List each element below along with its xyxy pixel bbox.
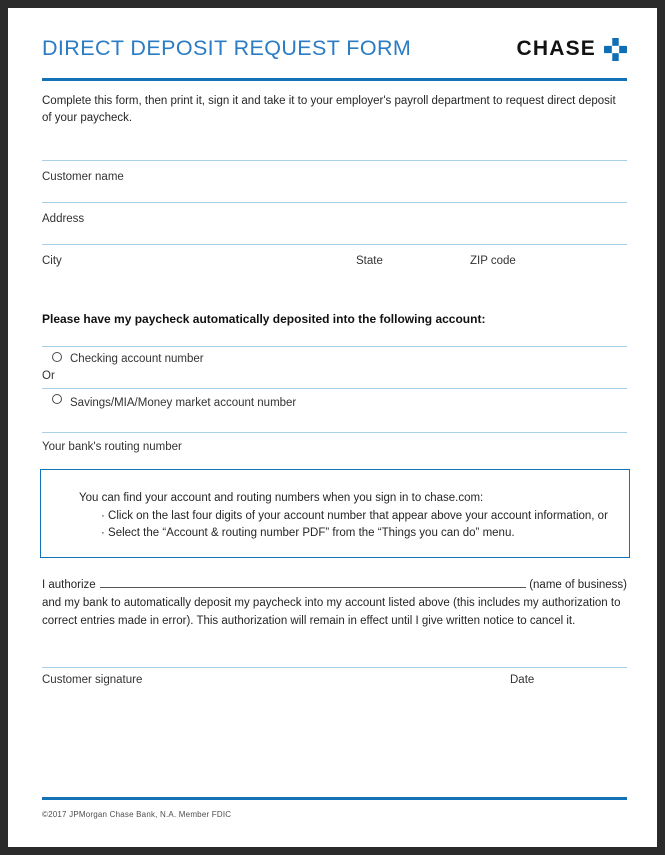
- radio-savings-account[interactable]: [52, 394, 62, 404]
- footer-divider: [42, 797, 627, 800]
- date-label: Date: [510, 674, 535, 686]
- form-header: [38, 36, 627, 80]
- signature-date-input[interactable]: [42, 667, 627, 668]
- info-box-bullet: · Click on the last four digits of your account number that appear above your account information, or: [101, 510, 608, 522]
- business-name-input[interactable]: [100, 575, 527, 588]
- checking-account-number-input[interactable]: [42, 346, 627, 347]
- header-divider: [42, 78, 627, 81]
- routing-number-input[interactable]: [42, 432, 627, 433]
- page-title: DIRECT DEPOSIT REQUEST FORM: [42, 36, 412, 60]
- copyright-text: ©2017 JPMorgan Chase Bank, N.A. Member FDIC: [42, 810, 232, 819]
- customer-name-label: Customer name: [42, 171, 124, 183]
- intro-paragraph: Complete this form, then print it, sign it and take it to your employer's payroll department to request direct deposit of your paycheck.: [42, 95, 616, 124]
- help-info-box: [40, 469, 630, 558]
- authorization-line-3: correct entries made in error). This authorization will remain in effect until I give written notice to cancel it.: [42, 615, 576, 627]
- authorize-lead-text: I authorize: [42, 579, 96, 591]
- customer-name-input[interactable]: [42, 160, 627, 161]
- info-box-bullet: · Select the “Account & routing number PDF” from the “Things you can do” menu.: [101, 527, 515, 539]
- form-page: [8, 8, 657, 847]
- city-label: City: [42, 255, 62, 267]
- address-input[interactable]: [42, 202, 627, 203]
- radio-checking-account[interactable]: [52, 352, 62, 362]
- savings-account-label: Savings/MIA/Money market account number: [70, 397, 297, 409]
- state-label: State: [356, 255, 383, 267]
- authorization-line-2: and my bank to automatically deposit my paycheck into my account listed above (this includes my authorization to: [42, 597, 621, 609]
- or-separator: Or: [42, 370, 55, 382]
- chase-brand-lockup: [516, 37, 627, 61]
- info-box-lead-text: You can find your account and routing numbers when you sign in to chase.com:: [79, 492, 484, 504]
- chase-wordmark: CHASE: [516, 37, 596, 60]
- routing-number-label: Your bank's routing number: [42, 441, 182, 453]
- business-name-hint: (name of business): [529, 579, 627, 591]
- customer-signature-label: Customer signature: [42, 674, 143, 686]
- zip-code-label: ZIP code: [470, 255, 516, 267]
- savings-account-number-input[interactable]: [42, 388, 627, 389]
- account-section-heading: Please have my paycheck automatically deposited into the following account:: [42, 312, 486, 326]
- checking-account-label: Checking account number: [70, 353, 204, 365]
- authorization-paragraph: [42, 575, 627, 630]
- chase-octagon-logo-icon: [604, 38, 627, 61]
- city-state-zip-input[interactable]: [42, 244, 627, 245]
- form-content: [38, 8, 627, 847]
- address-label: Address: [42, 213, 85, 225]
